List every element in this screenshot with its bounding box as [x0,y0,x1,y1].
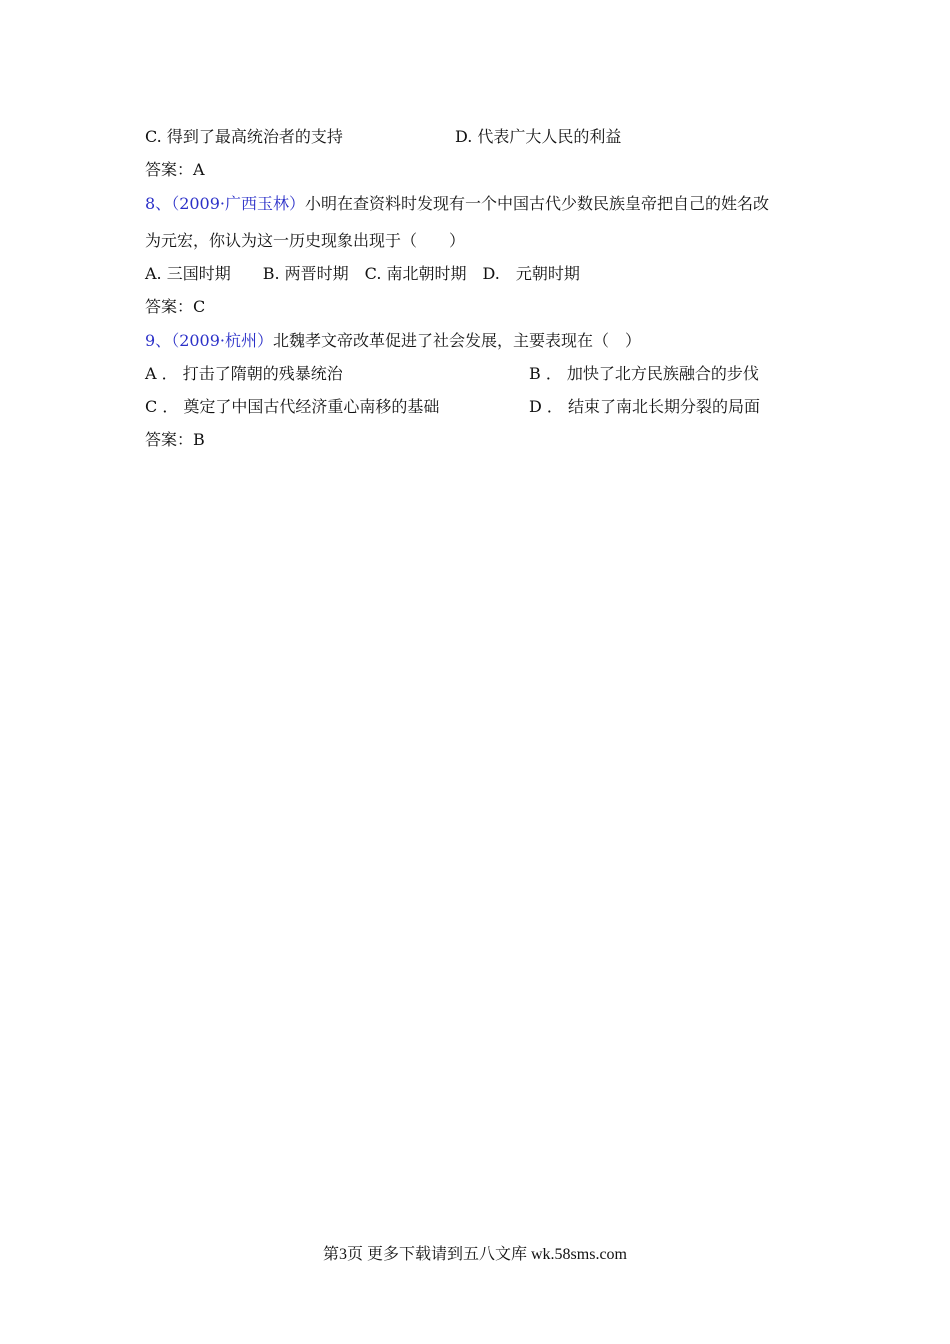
q9-answer: 答案：B [145,430,205,449]
q9-number: 9、 [145,331,172,350]
q8-source: （2009·广西玉林） [171,194,305,213]
q9-option-c: C ． 奠定了中国古代经济重心南移的基础 [145,397,440,416]
q7-option-d: D. 代表广大人民的利益 [455,127,622,146]
q8-stem-line2: 为元宏，你认为这一历史现象出现于（ ） [145,231,466,250]
q8-answer: 答案：C [145,297,206,316]
q7-option-c: C. 得到了最高统治者的支持 [145,127,343,146]
q9-stem-text: 北魏孝文帝改革促进了社会发展，主要表现在（ ） [273,331,642,350]
q9-source: （2009·杭州） [171,331,273,350]
q9-option-d: D ． 结束了南北长期分裂的局面 [529,397,761,416]
q8-stem-text: 小明在查资料时发现有一个中国古代少数民族皇帝把自己的姓名改 [305,194,770,213]
q8-number: 8、 [145,194,172,213]
q8-stem-line1 [145,193,769,215]
q8-options: A. 三国时期 B. 两晋时期 C. 南北朝时期 D. 元朝时期 [145,264,580,283]
q9-stem [145,330,641,352]
q9-option-b: B ． 加快了北方民族融合的步伐 [529,364,759,383]
q7-answer: 答案：A [145,160,205,179]
page-footer: 第3页 更多下载请到五八文库 wk.58sms.com [322,1246,627,1263]
q9-option-a: A ． 打击了隋朝的残暴统治 [145,364,343,383]
